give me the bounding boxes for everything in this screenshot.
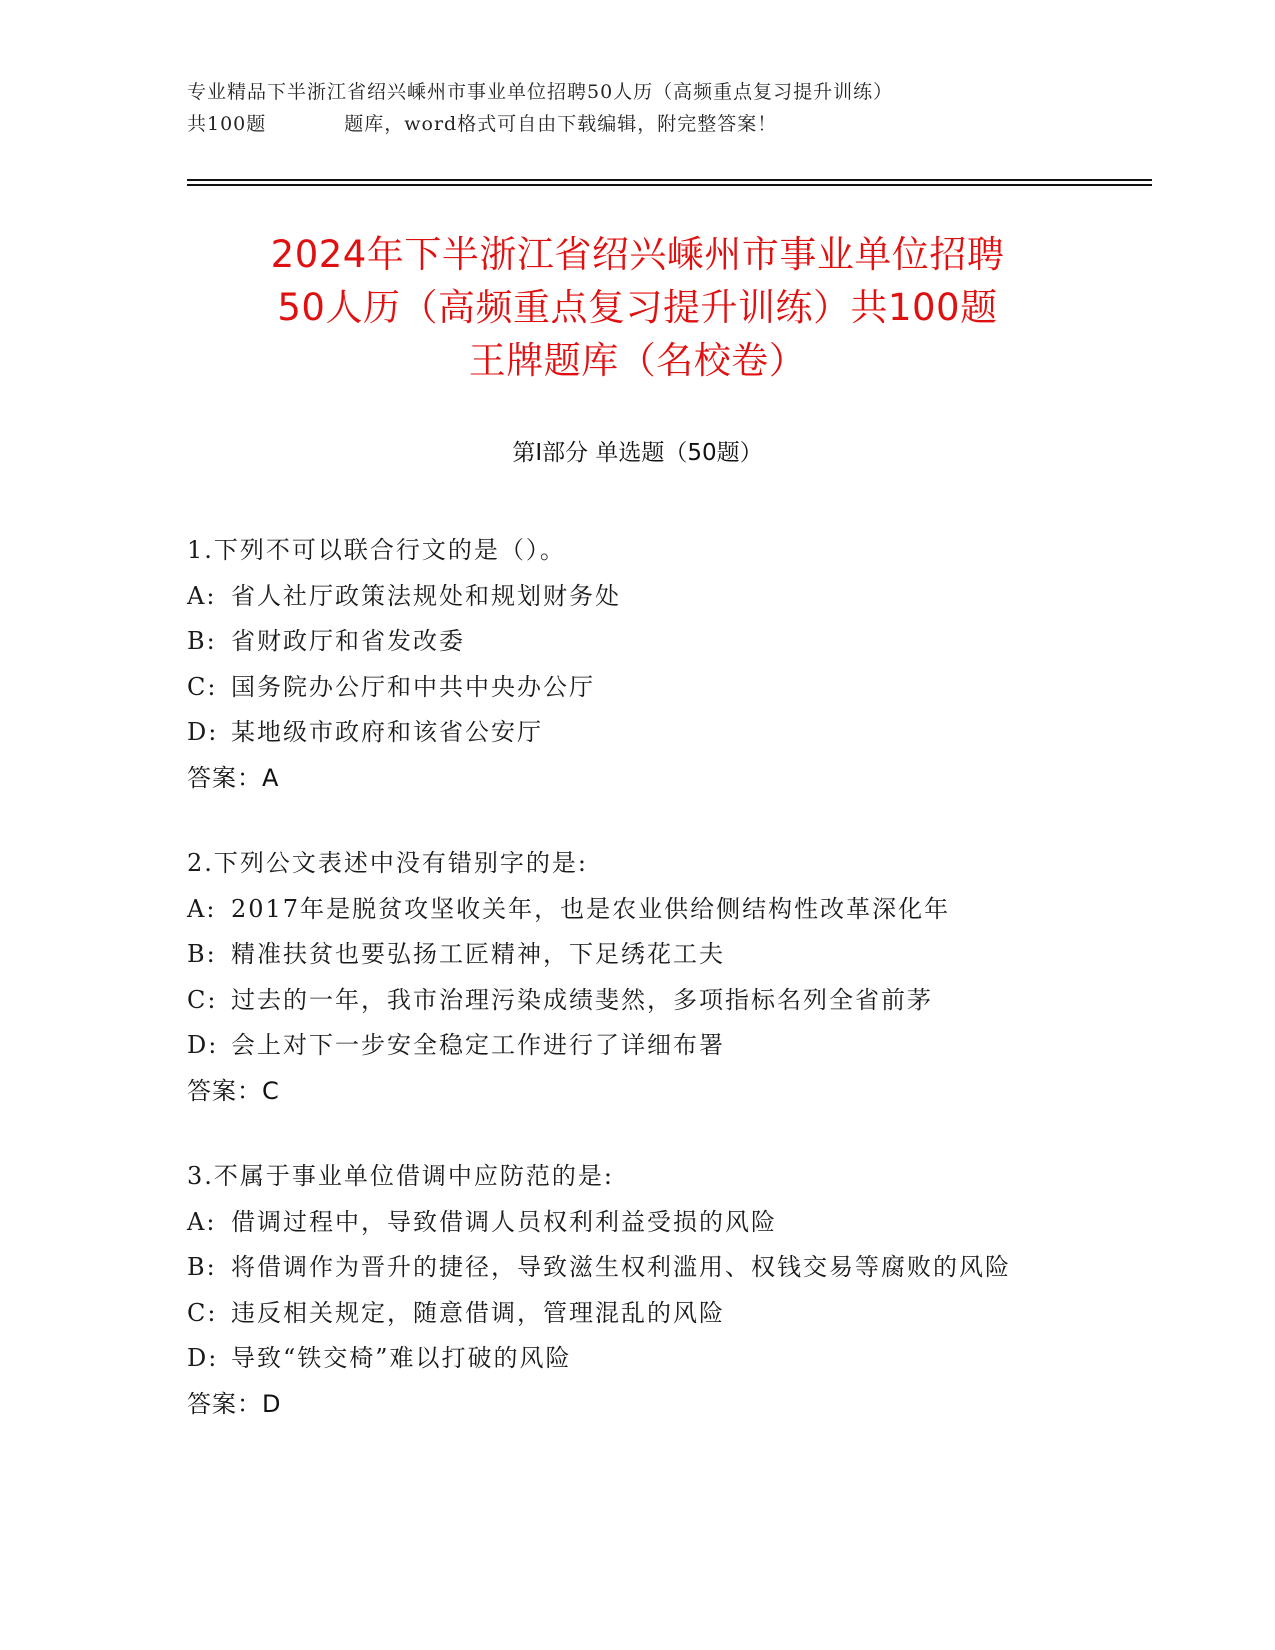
question-3 [187,1154,1087,1427]
header-rule-bottom [187,184,1152,186]
question-stem: 3.不属于事业单位借调中应防范的是: [187,1162,614,1190]
option-letter: D: [187,1031,219,1059]
title-line-3: 王牌题库（名校卷） [468,339,807,382]
option-text: 借调过程中，导致借调人员权利利益受损的风险 [231,1207,777,1236]
option-letter: D: [187,1344,219,1372]
header-note-desc: 题库，word格式可自由下载编辑，附完整答案！ [344,113,778,135]
option-letter: D: [187,718,219,746]
section-title: 第Ⅰ部分 单选题（50题） [512,440,763,466]
option-d [187,1023,1087,1069]
option-letter: A: [187,581,217,610]
header-note-line-1: 专业精品下半浙江省绍兴嵊州市事业单位招聘50人历（高频重点复习提升训练） [187,81,894,103]
header-rule-top [187,179,1152,181]
option-a [187,887,1087,933]
option-text: 将借调作为晋升的捷径，导致滋生权利滥用、权钱交易等腐败的风险 [231,1253,1011,1281]
option-text: 过去的一年，我市治理污染成绩斐然，多项指标名列全省前茅 [231,985,933,1014]
question-2 [187,841,1087,1114]
option-b [187,932,1087,978]
option-a [187,1200,1087,1246]
option-text: 某地级市政府和该省公安厅 [231,718,543,746]
option-letter: B: [187,627,217,655]
option-c [187,978,1087,1024]
option-letter: B: [187,940,217,968]
option-b [187,1245,1067,1291]
question-1 [187,528,1087,801]
header-note [187,76,1087,140]
header-note-line-2 [187,108,1087,140]
answer: 答案：A [187,763,280,792]
title-line-2: 50人历（高频重点复习提升训练）共100题 [277,286,998,329]
option-text: 国务院办公厅和中共中央办公厅 [231,672,595,701]
question-stem: 1.下列不可以联合行文的是（）。 [187,536,566,564]
option-text: 2017年是脱贫攻坚收关年，也是农业供给侧结构性改革深化年 [231,894,951,923]
option-letter: C: [187,1298,218,1327]
option-a [187,574,1087,620]
option-letter: A: [187,1207,217,1236]
document-title [140,228,1135,387]
option-letter: B: [187,1253,217,1281]
option-text: 导致“铁交椅”难以打破的风险 [231,1344,572,1372]
option-letter: C: [187,985,218,1014]
option-c [187,1291,1087,1337]
answer: 答案：C [187,1076,280,1105]
option-text: 省财政厅和省发改委 [231,627,465,655]
title-line-1: 2024年下半浙江省绍兴嵊州市事业单位招聘 [270,233,1005,276]
question-stem: 2.下列公文表述中没有错别字的是: [187,849,588,877]
option-text: 会上对下一步安全稳定工作进行了详细布署 [231,1031,725,1059]
question-list [187,528,1087,1467]
option-d [187,710,1087,756]
option-b [187,619,1087,665]
option-text: 精准扶贫也要弘扬工匠精神，下足绣花工夫 [231,940,725,968]
header-note-count: 共100题 [187,113,267,135]
option-letter: A: [187,894,217,923]
option-text: 省人社厅政策法规处和规划财务处 [231,581,621,610]
option-c [187,665,1087,711]
option-letter: C: [187,672,218,701]
option-text: 违反相关规定，随意借调，管理混乱的风险 [231,1298,725,1327]
answer: 答案：D [187,1389,282,1418]
option-d [187,1336,1087,1382]
